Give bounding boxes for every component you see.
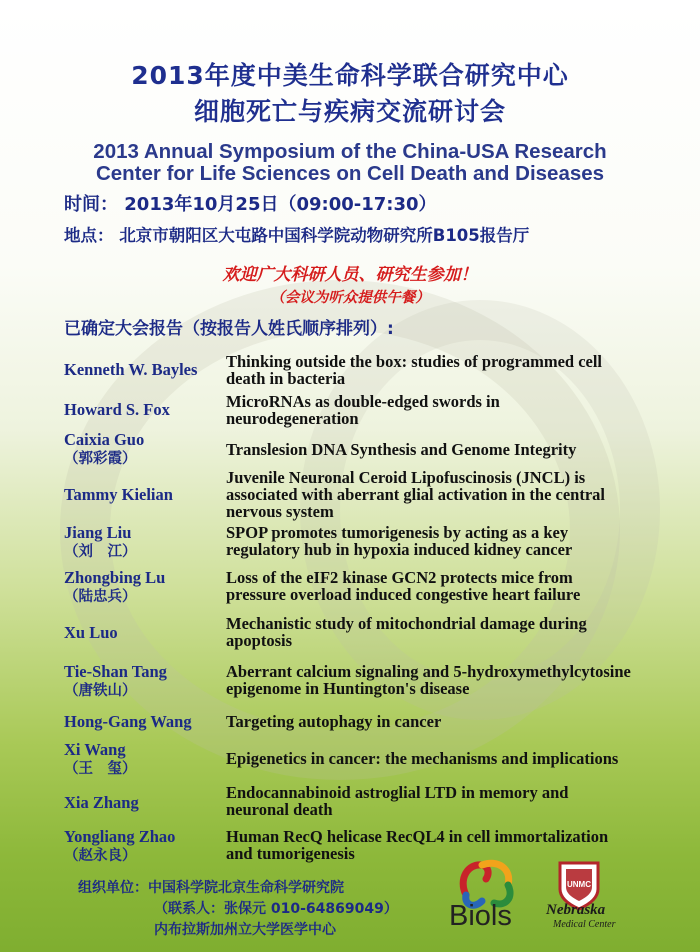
speaker-name: Yongliang Zhao （赵永良） [64,827,176,864]
time-value: 2013年10月25日（09:00-17:30） [124,194,437,215]
speaker-name: Howard S. Fox [64,400,170,419]
welcome-line2: （会议为听众提供午餐） [270,289,430,306]
talk-title: Endocannabinoid astroglial LTD in memory and neuronal death [226,783,569,819]
biols-logo-text: Biols [449,900,512,932]
talk-title: Translesion DNA Synthesis and Genome Integrity [226,440,577,459]
talk-title: Thinking outside the box: studies of programmed cell death in bacteria [226,352,603,388]
title-en-line2: Center for Life Sciences on Cell Death and Diseases [95,162,605,185]
time-row [64,190,437,216]
title-en-line1: 2013 Annual Symposium of the China-USA Research [93,140,607,163]
title-cn-line2: 细胞死亡与疾病交流研讨会 [193,97,506,126]
title-cn-line1: 2013年度中美生命科学联合研究中心 [131,61,569,90]
talk-title: MicroRNAs as double-edged swords in neurodegeneration [226,392,500,428]
talk-title: Juvenile Neuronal Ceroid Lipofuscinosis (JNCL) is associated with aberrant glial activation in the central nervous system [226,468,606,521]
organizer-block [78,878,398,941]
speaker-name: Kenneth W. Bayles [64,360,198,379]
talk-title: Human RecQ helicase RecQL4 in cell immortalization and tumorigenesis [226,827,609,863]
speaker-name: Jiang Liu （刘 江） [64,523,137,560]
talks-heading: 已确定大会报告（按报告人姓氏顺序排列）: [64,319,394,339]
welcome-line1: 欢迎广大科研人员、研究生参加！ [222,265,478,285]
place-row [64,222,529,246]
organizer-contact: （联系人：张保元 010-64869049） [154,901,398,917]
talk-title: Aberrant calcium signaling and 5-hydroxymethylcytosine epigenome in Huntington's disease [226,662,631,698]
organizer-line3: 内布拉斯加州立大学医学中心 [154,922,336,938]
unmc-name: Nebraska [546,902,606,918]
unmc-badge-text: UNMC [567,880,591,889]
unmc-subname: Medical Center [553,919,616,930]
speaker-name: Hong-Gang Wang [64,712,192,731]
talk-title: Epigenetics in cancer: the mechanisms and implications [226,749,619,768]
place-label: 地点： [64,226,114,245]
speaker-name: Zhongbing Lu （陆忠兵） [64,568,166,605]
talk-title: Targeting autophagy in cancer [226,712,442,731]
speaker-name: Xu Luo [64,623,118,642]
speaker-name: Tammy Kielian [64,485,173,504]
speaker-name: Xi Wang （王 玺） [64,740,137,777]
time-label: 时间： [64,194,118,215]
talk-title: Loss of the eIF2 kinase GCN2 protects mice from pressure overload induced congestive heart failure [226,568,581,604]
speaker-name: Tie-Shan Tang （唐铁山） [64,662,167,699]
talk-title: Mechanistic study of mitochondrial damage during apoptosis [226,614,587,650]
organizer-line1: 组织单位：中国科学院北京生命科学研究院 [78,880,344,896]
talk-title: SPOP promotes tumorigenesis by acting as a key regulatory hub in hypoxia induced kidney cancer [226,523,573,559]
speaker-name: Caixia Guo （郭彩霞） [64,430,145,467]
place-value: 北京市朝阳区大屯路中国科学院动物研究所B105报告厅 [119,226,530,245]
speaker-name: Xia Zhang [64,793,139,812]
unmc-logo-icon [540,855,618,947]
